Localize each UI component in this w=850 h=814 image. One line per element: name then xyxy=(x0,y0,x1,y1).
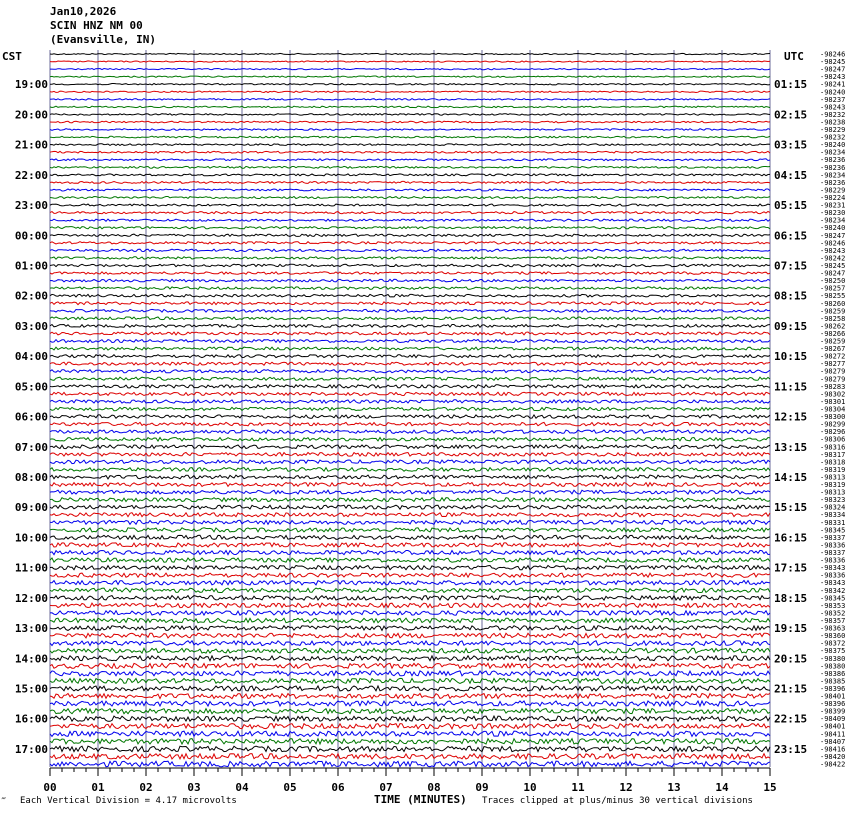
seismic-trace xyxy=(50,739,770,744)
cst-hour-label: 11:00 xyxy=(14,561,48,575)
cst-axis-title: CST xyxy=(2,50,22,63)
utc-hour-label: 16:15 xyxy=(774,531,808,545)
x-tick-label: 01 xyxy=(91,781,105,794)
trace-count-label: -98313 xyxy=(820,488,846,497)
location-label: (Evansville, IN) xyxy=(50,33,156,46)
trace-count-label: -98250 xyxy=(820,277,846,286)
trace-count-label: -98396 xyxy=(820,700,846,709)
cst-hour-label: 20:00 xyxy=(14,108,48,122)
seismic-trace xyxy=(50,407,770,410)
seismic-trace xyxy=(50,257,770,260)
trace-count-label: -98336 xyxy=(820,556,846,565)
seismic-trace xyxy=(50,648,770,653)
trace-count-label: -98238 xyxy=(820,118,846,127)
seismic-trace xyxy=(50,99,770,101)
trace-count-label: -98259 xyxy=(820,307,846,316)
trace-count-label: -98337 xyxy=(820,533,846,542)
trace-count-label: -98247 xyxy=(820,65,846,74)
seismic-trace xyxy=(50,663,770,668)
trace-count-label: -98245 xyxy=(820,262,846,270)
seismic-trace xyxy=(50,618,770,623)
utc-hour-label: 09:15 xyxy=(774,319,808,333)
seismic-trace xyxy=(50,121,770,123)
seismic-trace xyxy=(50,731,770,736)
trace-count-label: -98323 xyxy=(820,496,846,505)
seismic-trace xyxy=(50,528,770,532)
seismic-trace xyxy=(50,136,770,138)
trace-count-label: -98257 xyxy=(820,284,846,293)
seismic-trace xyxy=(50,761,770,767)
seismic-trace xyxy=(50,287,770,290)
seismic-trace xyxy=(50,415,770,418)
trace-count-label: -98345 xyxy=(820,594,846,603)
utc-hour-label: 04:15 xyxy=(774,168,808,182)
seismic-trace xyxy=(50,377,770,380)
trace-count-label: -98260 xyxy=(820,299,846,308)
trace-count-label: -98375 xyxy=(820,647,846,656)
x-tick-label: 12 xyxy=(619,781,633,794)
seismic-trace xyxy=(50,754,770,760)
seismic-trace xyxy=(50,633,770,638)
seismic-trace xyxy=(50,227,770,229)
cst-hour-label: 16:00 xyxy=(14,712,48,726)
seismic-trace xyxy=(50,746,770,751)
trace-count-label: -98299 xyxy=(820,420,846,429)
seismic-trace xyxy=(50,716,770,721)
seismic-trace xyxy=(50,279,770,282)
trace-count-label: -98229 xyxy=(820,126,846,134)
trace-count-label: -98420 xyxy=(820,752,846,761)
trace-count-label: -98242 xyxy=(820,254,846,263)
seismic-trace xyxy=(50,212,770,214)
division-note: Each Vertical Division = 4.17 microvolts xyxy=(20,796,237,806)
seismic-trace xyxy=(50,91,770,92)
utc-hour-label: 03:15 xyxy=(774,138,808,152)
cst-hour-label: 17:00 xyxy=(14,742,48,756)
trace-count-label: -98386 xyxy=(820,669,846,678)
trace-count-label: -98380 xyxy=(820,654,846,663)
seismic-trace xyxy=(50,264,770,267)
x-tick-label: 05 xyxy=(283,781,297,794)
trace-count-label: -98416 xyxy=(820,745,846,754)
cst-hour-label: 00:00 xyxy=(14,229,48,243)
x-tick-label: 08 xyxy=(427,781,441,794)
utc-hour-label: 15:15 xyxy=(774,501,808,515)
x-tick-label: 11 xyxy=(571,781,585,794)
trace-count-label: -98267 xyxy=(820,345,846,354)
trace-count-label: -98243 xyxy=(820,103,846,112)
cst-hour-label: 08:00 xyxy=(14,471,48,484)
seismic-trace xyxy=(50,724,770,729)
trace-count-label: -98304 xyxy=(820,405,846,414)
utc-hour-label: 14:15 xyxy=(774,471,808,484)
trace-count-label: -98352 xyxy=(820,609,846,618)
trace-count-label: -98306 xyxy=(820,435,846,444)
seismic-trace xyxy=(50,581,770,585)
seismic-trace xyxy=(50,468,770,472)
trace-count-label: -98407 xyxy=(820,737,846,746)
utc-hour-label: 06:15 xyxy=(774,229,808,243)
trace-count-label: -98336 xyxy=(820,571,846,580)
utc-hour-label: 17:15 xyxy=(774,561,808,575)
seismic-trace xyxy=(50,204,770,206)
seismic-trace xyxy=(50,174,770,176)
seismic-trace xyxy=(50,189,770,191)
seismic-trace xyxy=(50,686,770,691)
trace-count-label: -98279 xyxy=(820,367,846,376)
trace-count-label: -98224 xyxy=(820,194,846,202)
x-tick-label: 04 xyxy=(235,781,249,794)
seismic-trace xyxy=(50,84,770,85)
seismic-trace xyxy=(50,611,770,616)
seismic-trace xyxy=(50,498,770,502)
seismic-trace xyxy=(50,234,770,236)
seismic-trace xyxy=(50,400,770,403)
trace-count-label: -98422 xyxy=(820,760,846,769)
seismic-trace xyxy=(50,437,770,441)
seismic-trace xyxy=(50,701,770,706)
cst-hour-label: 01:00 xyxy=(14,259,48,273)
trace-count-label: -98234 xyxy=(820,148,846,157)
seismic-trace xyxy=(50,671,770,676)
seismic-trace xyxy=(50,573,770,577)
seismic-trace xyxy=(50,197,770,199)
seismic-trace xyxy=(50,641,770,646)
seismic-trace xyxy=(50,603,770,608)
trace-count-label: -98231 xyxy=(820,201,846,210)
x-axis-label: TIME (MINUTES) xyxy=(374,793,467,806)
seismic-trace xyxy=(50,151,770,153)
utc-hour-label: 13:15 xyxy=(774,440,808,454)
seismic-trace xyxy=(50,520,770,524)
trace-count-label: -98411 xyxy=(820,730,846,739)
trace-count-label: -98229 xyxy=(820,186,846,195)
seismic-trace xyxy=(50,370,770,373)
trace-count-label: -98243 xyxy=(820,73,846,82)
trace-count-label: -98246 xyxy=(820,239,846,248)
cst-hour-label: 07:00 xyxy=(14,440,48,454)
trace-count-label: -98385 xyxy=(820,677,846,686)
seismic-trace xyxy=(50,656,770,661)
utc-hour-label: 05:15 xyxy=(774,199,808,213)
x-tick-label: 00 xyxy=(43,781,57,794)
trace-count-label: -98345 xyxy=(820,526,846,535)
cst-hour-label: 15:00 xyxy=(14,682,48,696)
seismic-trace xyxy=(50,475,770,479)
seismic-trace xyxy=(50,181,770,183)
seismic-trace xyxy=(50,294,770,297)
cst-hour-label: 19:00 xyxy=(14,78,48,92)
station-label: SCIN HNZ NM 00 xyxy=(50,19,143,32)
x-tick-label: 13 xyxy=(667,781,681,794)
trace-count-label: -98324 xyxy=(820,503,846,512)
seismic-trace xyxy=(50,76,770,77)
trace-count-label: -98343 xyxy=(820,564,846,573)
cst-hour-label: 21:00 xyxy=(14,138,48,152)
utc-hour-label: 12:15 xyxy=(774,410,808,424)
trace-count-label: -98337 xyxy=(820,549,846,557)
seismic-trace xyxy=(50,272,770,275)
seismic-trace xyxy=(50,114,770,116)
seismic-trace xyxy=(50,355,770,358)
seismic-trace xyxy=(50,309,770,312)
seismic-trace xyxy=(50,317,770,320)
seismic-trace xyxy=(50,694,770,699)
utc-hour-label: 11:15 xyxy=(774,380,808,394)
clip-note: Traces clipped at plus/minus 30 vertical divisions xyxy=(482,796,753,806)
trace-count-label: -98241 xyxy=(820,80,846,89)
x-tick-label: 14 xyxy=(715,781,729,794)
trace-count-label: -98296 xyxy=(820,428,846,437)
trace-count-label: -98240 xyxy=(820,224,846,233)
cst-hour-label: 10:00 xyxy=(14,531,48,545)
trace-count-label: -98301 xyxy=(820,397,846,406)
trace-count-label: -98283 xyxy=(820,382,846,391)
trace-count-label: -98237 xyxy=(820,95,846,104)
date-label: Jan10,2026 xyxy=(50,5,117,18)
trace-count-label: -98259 xyxy=(820,337,846,346)
utc-hour-label: 10:15 xyxy=(774,350,808,364)
seismic-trace xyxy=(50,678,770,683)
trace-count-label: -98245 xyxy=(820,58,846,67)
utc-hour-label: 02:15 xyxy=(774,108,808,122)
trace-count-label: -98236 xyxy=(820,163,846,172)
utc-hour-label: 20:15 xyxy=(774,652,808,666)
seismic-trace xyxy=(50,626,770,631)
trace-count-label: -98243 xyxy=(820,246,846,255)
trace-count-label: -98279 xyxy=(820,375,846,384)
utc-axis-title: UTC xyxy=(784,50,804,63)
cst-hour-label: 13:00 xyxy=(14,622,48,635)
seismic-trace xyxy=(50,61,770,62)
seismic-trace xyxy=(50,460,770,464)
trace-count-label: -98234 xyxy=(820,216,846,225)
seismic-trace xyxy=(50,106,770,108)
cst-hour-label: 23:00 xyxy=(14,199,48,213)
trace-count-label: -98372 xyxy=(820,639,846,648)
seismic-trace xyxy=(50,242,770,244)
seismic-trace xyxy=(50,219,770,221)
seismic-trace xyxy=(50,535,770,539)
trace-count-label: -98318 xyxy=(820,458,846,467)
seismic-trace xyxy=(50,159,770,161)
trace-count-label: -98313 xyxy=(820,473,846,482)
cst-hour-label: 14:00 xyxy=(14,652,48,666)
trace-count-label: -98266 xyxy=(820,330,846,338)
trace-count-label: -98363 xyxy=(820,624,846,633)
trace-count-label: -98246 xyxy=(820,50,846,59)
trace-count-label: -98319 xyxy=(820,465,846,474)
seismic-trace xyxy=(50,430,770,434)
seismic-trace xyxy=(50,302,770,305)
seismic-trace xyxy=(50,709,770,714)
utc-hour-label: 08:15 xyxy=(774,289,808,303)
cst-hour-label: 02:00 xyxy=(14,289,48,303)
cst-hour-label: 03:00 xyxy=(14,319,48,333)
trace-count-label: -98230 xyxy=(820,209,846,218)
trace-count-label: -98232 xyxy=(820,133,846,142)
trace-count-label: -98399 xyxy=(820,707,846,716)
trace-count-label: -98331 xyxy=(820,518,846,527)
seismic-trace xyxy=(50,325,770,328)
trace-count-label: -98247 xyxy=(820,231,846,240)
seismic-trace xyxy=(50,69,770,70)
seismic-trace xyxy=(50,453,770,457)
utc-hour-label: 19:15 xyxy=(774,622,808,635)
trace-count-label: -98343 xyxy=(820,579,846,588)
cst-hour-label: 09:00 xyxy=(14,501,48,515)
utc-hour-label: 22:15 xyxy=(774,712,808,726)
x-tick-label: 02 xyxy=(139,781,153,794)
seismic-trace xyxy=(50,445,770,449)
trace-count-label: -98300 xyxy=(820,413,846,422)
trace-count-label: -98401 xyxy=(820,692,846,701)
seismic-trace xyxy=(50,483,770,487)
seismic-trace xyxy=(50,129,770,131)
seismic-trace xyxy=(50,347,770,350)
utc-hour-label: 07:15 xyxy=(774,259,808,273)
seismic-trace xyxy=(50,588,770,593)
seismic-trace xyxy=(50,340,770,343)
trace-count-label: -98336 xyxy=(820,541,846,550)
seismic-trace xyxy=(50,144,770,146)
cst-hour-label: 04:00 xyxy=(14,350,48,364)
trace-count-label: -98262 xyxy=(820,322,846,331)
seismic-trace xyxy=(50,490,770,494)
x-tick-label: 10 xyxy=(523,781,537,794)
trace-count-label: -98258 xyxy=(820,314,846,323)
footer-mark: ‴ xyxy=(1,797,7,807)
seismic-trace xyxy=(50,513,770,517)
x-tick-label: 07 xyxy=(379,781,393,794)
trace-count-label: -98316 xyxy=(820,443,846,452)
utc-hour-label: 01:15 xyxy=(774,78,808,92)
seismic-trace xyxy=(50,550,770,554)
x-tick-label: 06 xyxy=(331,781,345,794)
trace-count-label: -98272 xyxy=(820,352,846,361)
utc-hour-label: 21:15 xyxy=(774,682,808,696)
x-tick-label: 03 xyxy=(187,781,201,794)
cst-hour-label: 12:00 xyxy=(14,591,48,605)
trace-count-label: -98240 xyxy=(820,141,846,150)
seismic-trace xyxy=(50,362,770,365)
seismic-trace xyxy=(50,558,770,562)
cst-hour-label: 05:00 xyxy=(14,380,48,394)
seismic-trace xyxy=(50,566,770,570)
trace-count-label: -98317 xyxy=(820,450,846,459)
seismic-trace xyxy=(50,385,770,388)
trace-count-label: -98401 xyxy=(820,722,846,731)
trace-count-label: -98319 xyxy=(820,481,846,489)
seismic-trace xyxy=(50,332,770,335)
cst-hour-label: 22:00 xyxy=(14,168,48,182)
trace-count-label: -98236 xyxy=(820,156,846,165)
trace-count-label: -98234 xyxy=(820,171,846,180)
utc-hour-label: 18:15 xyxy=(774,591,808,605)
trace-count-label: -98255 xyxy=(820,292,846,301)
trace-count-label: -98236 xyxy=(820,178,846,187)
trace-count-label: -98232 xyxy=(820,110,846,119)
trace-count-label: -98342 xyxy=(820,586,846,595)
trace-count-label: -98247 xyxy=(820,269,846,278)
trace-count-label: -98302 xyxy=(820,390,846,399)
trace-count-label: -98409 xyxy=(820,715,846,724)
x-tick-label: 15 xyxy=(763,781,777,794)
cst-hour-label: 06:00 xyxy=(14,410,48,424)
seismic-trace xyxy=(50,166,770,168)
seismic-trace xyxy=(50,392,770,395)
trace-count-label: -98396 xyxy=(820,685,846,693)
trace-count-label: -98353 xyxy=(820,601,846,610)
trace-count-label: -98334 xyxy=(820,511,846,520)
trace-count-label: -98357 xyxy=(820,617,846,625)
trace-count-label: -98277 xyxy=(820,360,846,369)
x-tick-label: 09 xyxy=(475,781,489,794)
seismic-trace xyxy=(50,505,770,509)
utc-hour-label: 23:15 xyxy=(774,742,808,756)
seismic-trace xyxy=(50,422,770,425)
seismic-trace xyxy=(50,596,770,601)
seismic-trace xyxy=(50,249,770,251)
seismic-trace xyxy=(50,53,770,54)
trace-count-label: -98380 xyxy=(820,662,846,671)
trace-count-label: -98240 xyxy=(820,88,846,97)
trace-count-label: -98360 xyxy=(820,632,846,641)
seismic-trace xyxy=(50,543,770,547)
